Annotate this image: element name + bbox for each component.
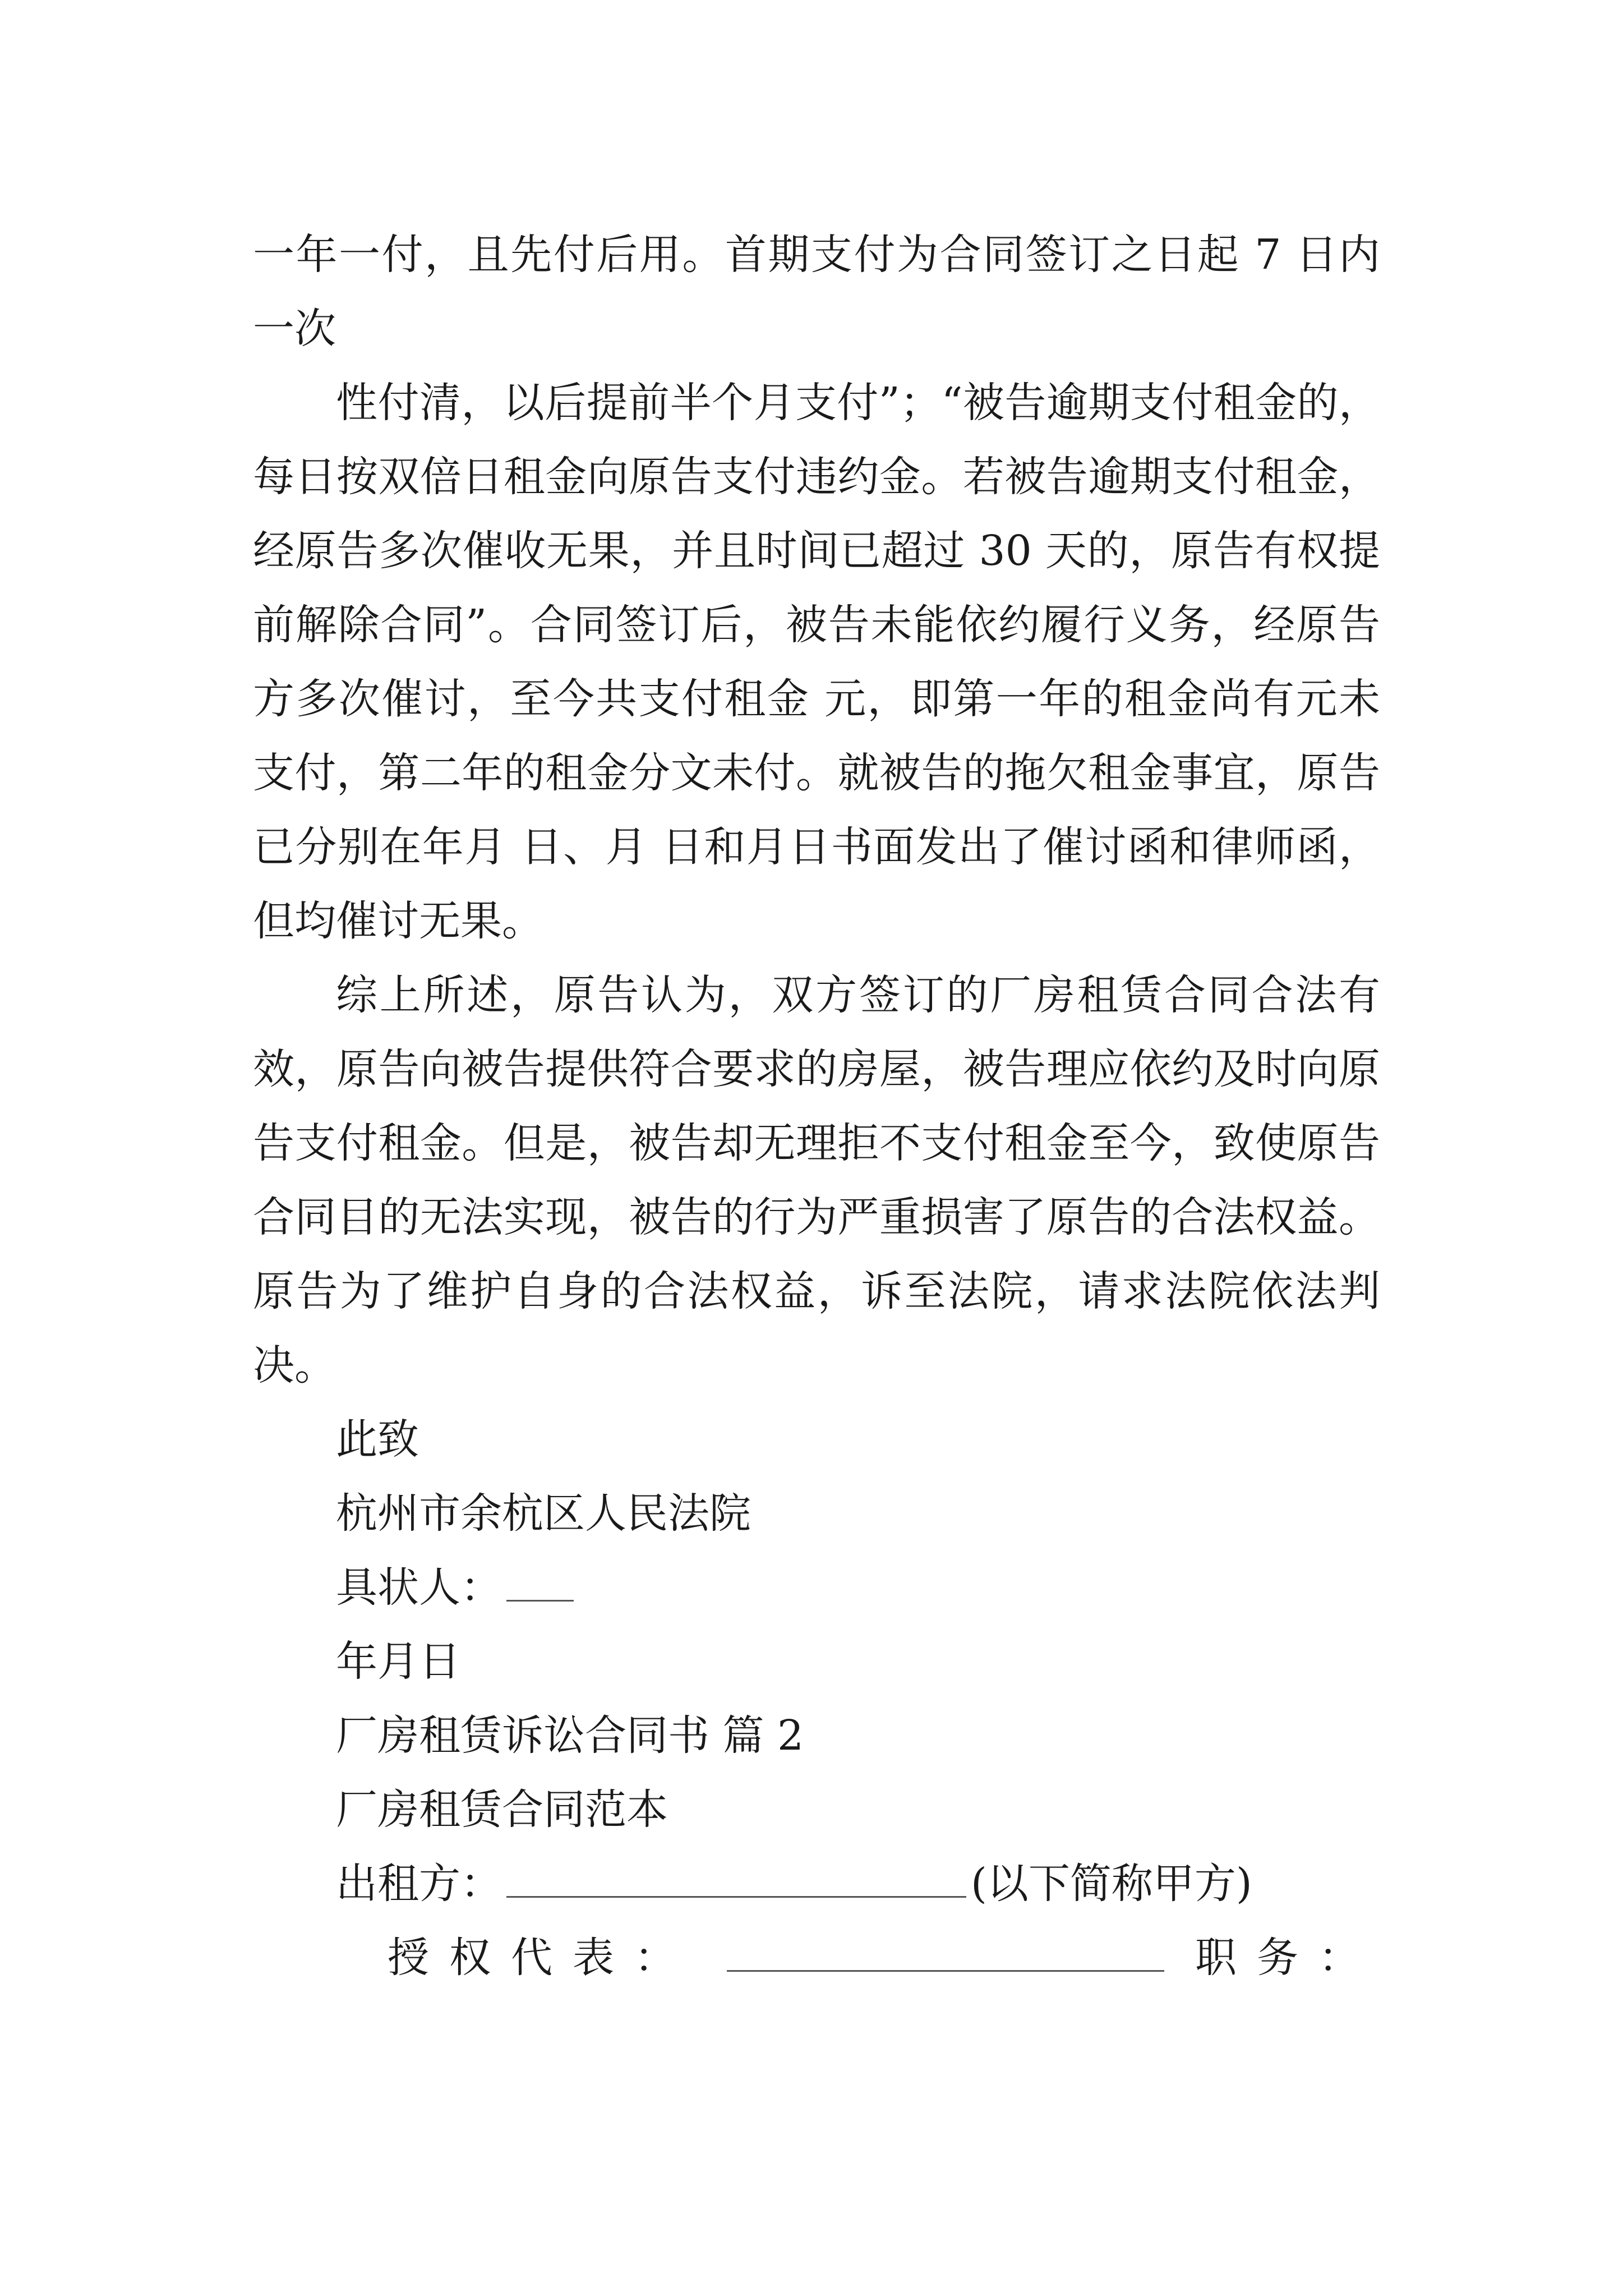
plaintiff-label: 具状人： <box>336 1563 502 1612</box>
position-label: 职务： <box>1195 1934 1380 1982</box>
date-line: 年月日 <box>336 1637 460 1686</box>
paragraph-1 <box>253 366 1380 958</box>
lessor-line <box>253 1847 1380 1921</box>
plaintiff-blank <box>506 1566 574 1602</box>
lessor-suffix: (以下简称甲方) <box>971 1860 1252 1908</box>
text-line-2: 一次 <box>253 305 336 353</box>
lessor-blank <box>506 1862 966 1898</box>
section-title: 厂房租赁诉讼合同书 篇 2 <box>336 1711 804 1760</box>
rep-blank <box>727 1936 1164 1972</box>
lessor-label: 出租方： <box>336 1860 502 1908</box>
paragraph-2 <box>253 958 1380 1402</box>
rep-label: 授权代表： <box>388 1934 696 1982</box>
representative-line <box>253 1921 1380 1995</box>
contract-title: 厂房租赁合同范本 <box>336 1786 668 1834</box>
plaintiff-line <box>253 1550 1380 1625</box>
salutation: 此致 <box>336 1415 419 1464</box>
paragraph-1-text: 性付清，以后提前半个月支付”；“被告逾期支付租金的，每日按双倍日租金向原告支付违约金。若被告逾期支付租金，经原告多次催收无果，并且时间已超过 30 天的，原告有权提前解除合同”。合同签订后，被告未能依约履行义务，经原告方多次催讨，至今共支付租金 元，即第一年的租金尚有元未支付，第二年的租金分文未付。就被告的拖欠租金事宜，原告已分别在年月 日、月 日和月日书面发出了催讨函和律师函，但均催讨无果。 <box>253 379 1380 945</box>
court-name: 杭州市余杭区人民法院 <box>336 1489 751 1538</box>
text-line-1: 一年一付，且先付后用。首期支付为合同签订之日起 7 日内 <box>253 231 1380 279</box>
paragraph-2-text: 综上所述，原告认为，双方签订的厂房租赁合同合法有效，原告向被告提供符合要求的房屋，被告理应依约及时向原告支付租金。但是，被告却无理拒不支付租金至今，致使原告合同目的无法实现，被告的行为严重损害了原告的合法权益。原告为了维护自身的合法权益，诉至法院，请求法院依法判决。 <box>253 971 1380 1389</box>
document-body <box>253 218 1380 1995</box>
